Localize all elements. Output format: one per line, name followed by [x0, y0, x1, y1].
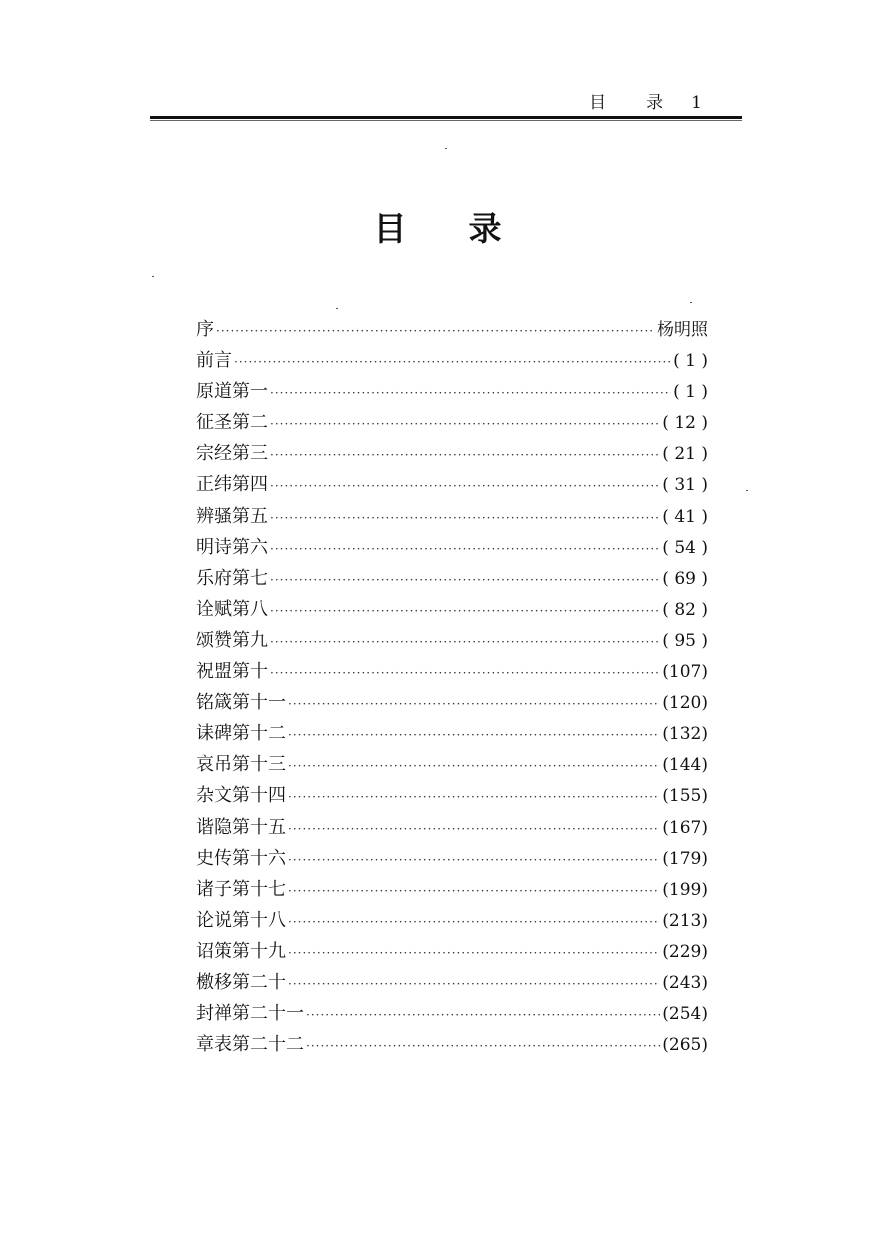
toc-entry-title: 序 — [196, 319, 214, 340]
toc-entry — [196, 843, 708, 874]
toc-entry — [196, 438, 708, 469]
toc-entry-page: (254) — [662, 1004, 708, 1025]
toc-entry-page: ( 54 ) — [662, 537, 708, 558]
toc-entry-title: 铭箴第十一 — [196, 692, 286, 714]
toc-dot-leader — [234, 347, 671, 378]
toc-entry-title: 前言 — [196, 350, 232, 372]
page-title-char-2: 录 — [468, 209, 502, 248]
toc-dot-leader — [288, 782, 660, 813]
toc-entry-title: 诠赋第八 — [196, 598, 268, 620]
toc-entry-page: (120) — [662, 693, 708, 714]
toc-entry — [196, 656, 708, 687]
running-header-page-number: 1 — [691, 93, 702, 113]
toc-entry-page: 杨明照 — [657, 320, 708, 340]
toc-dot-leader — [288, 938, 660, 969]
toc-entry-title: 明诗第六 — [196, 536, 268, 558]
toc-entry-title: 乐府第七 — [196, 567, 268, 589]
running-header — [150, 88, 742, 114]
toc-entry-title: 征圣第二 — [196, 412, 268, 434]
toc-entry — [196, 874, 708, 905]
toc-dot-leader — [288, 876, 660, 907]
scan-speck — [445, 148, 447, 149]
toc-entry — [196, 967, 708, 998]
toc-dot-leader — [216, 316, 655, 347]
toc-entry — [196, 469, 708, 500]
toc-entry — [196, 1029, 708, 1060]
toc-entry — [196, 625, 708, 656]
toc-entry-page: ( 95 ) — [662, 630, 708, 651]
toc-entry-title: 诸子第十七 — [196, 878, 286, 900]
toc-entry — [196, 407, 708, 438]
toc-dot-leader — [288, 720, 660, 751]
scan-speck — [152, 276, 154, 277]
running-header-text — [589, 88, 702, 113]
toc-entry-title: 史传第十六 — [196, 847, 286, 869]
running-header-char-2: 录 — [646, 93, 664, 113]
toc-dot-leader — [270, 565, 660, 596]
toc-entry-title: 颂赞第九 — [196, 629, 268, 651]
page-title-char-1: 目 — [373, 209, 407, 248]
toc-entry — [196, 532, 708, 563]
toc-entry-title: 祝盟第十 — [196, 661, 268, 683]
toc-dot-leader — [270, 409, 660, 440]
toc-entry-title: 哀吊第十三 — [196, 754, 286, 776]
toc-entry-page: ( 41 ) — [662, 506, 708, 527]
toc-entry-title: 谐隐第十五 — [196, 816, 286, 838]
header-rule-thick — [150, 116, 742, 119]
toc-entry-title: 原道第一 — [196, 381, 268, 403]
toc-dot-leader — [288, 969, 660, 1000]
toc-entry — [196, 749, 708, 780]
toc-entry-page: (213) — [662, 910, 708, 931]
header-rule-thin — [150, 120, 742, 121]
toc-dot-leader — [270, 471, 660, 502]
toc-entry — [196, 345, 708, 376]
toc-entry-title: 辨骚第五 — [196, 505, 268, 527]
toc-dot-leader — [270, 440, 660, 471]
toc-entry-page: ( 31 ) — [662, 475, 708, 496]
toc-entry-page: (144) — [662, 755, 708, 776]
toc-entry — [196, 936, 708, 967]
toc-entry — [196, 563, 708, 594]
toc-entry-page: (107) — [662, 662, 708, 683]
toc-entry-title: 论说第十八 — [196, 909, 286, 931]
toc-entry — [196, 687, 708, 718]
toc-dot-leader — [288, 907, 660, 938]
toc-dot-leader — [288, 689, 660, 720]
toc-entry-page: (167) — [662, 817, 708, 838]
toc-dot-leader — [270, 534, 660, 565]
toc-dot-leader — [270, 503, 660, 534]
scan-speck — [336, 308, 338, 309]
toc-entry-page: (179) — [662, 848, 708, 869]
toc-entry — [196, 718, 708, 749]
toc-entry-page: (132) — [662, 724, 708, 745]
toc-entry-page: ( 69 ) — [662, 568, 708, 589]
toc-entry — [196, 812, 708, 843]
toc-entry — [196, 314, 708, 345]
scan-speck — [746, 490, 748, 491]
toc-entry-title: 封禅第二十一 — [196, 1003, 304, 1025]
toc-entry-page: (229) — [662, 941, 708, 962]
toc-entry-page: ( 12 ) — [662, 413, 708, 434]
toc-entry-page: (265) — [662, 1035, 708, 1056]
toc-entry — [196, 780, 708, 811]
toc-entry-page: (155) — [662, 786, 708, 807]
page-title — [0, 203, 875, 250]
toc-dot-leader — [270, 378, 671, 409]
toc-dot-leader — [270, 596, 660, 627]
toc-dot-leader — [288, 814, 660, 845]
toc-entry — [196, 376, 708, 407]
toc-dot-leader — [288, 845, 660, 876]
toc-entry-page: ( 1 ) — [673, 351, 708, 372]
toc-entry-title: 诏策第十九 — [196, 940, 286, 962]
toc-entry — [196, 501, 708, 532]
toc-dot-leader — [270, 658, 660, 689]
toc-entry-title: 诔碑第十二 — [196, 723, 286, 745]
running-header-char-1: 目 — [589, 93, 607, 113]
toc-entry-title: 正纬第四 — [196, 474, 268, 496]
toc-dot-leader — [306, 1031, 660, 1062]
toc-entry-page: (199) — [662, 879, 708, 900]
toc-dot-leader — [306, 1000, 660, 1031]
toc-entry-title: 杂文第十四 — [196, 785, 286, 807]
toc-dot-leader — [288, 751, 660, 782]
toc-entry — [196, 905, 708, 936]
toc-entry-page: ( 21 ) — [662, 444, 708, 465]
toc-entry — [196, 998, 708, 1029]
table-of-contents — [196, 314, 708, 1060]
toc-entry-page: ( 1 ) — [673, 382, 708, 403]
scan-speck — [690, 302, 692, 303]
toc-dot-leader — [270, 627, 660, 658]
toc-entry — [196, 594, 708, 625]
toc-entry-title: 檄移第二十 — [196, 971, 286, 993]
toc-entry-page: (243) — [662, 972, 708, 993]
toc-entry-title: 章表第二十二 — [196, 1034, 304, 1056]
toc-entry-title: 宗经第三 — [196, 443, 268, 465]
toc-entry-page: ( 82 ) — [662, 599, 708, 620]
